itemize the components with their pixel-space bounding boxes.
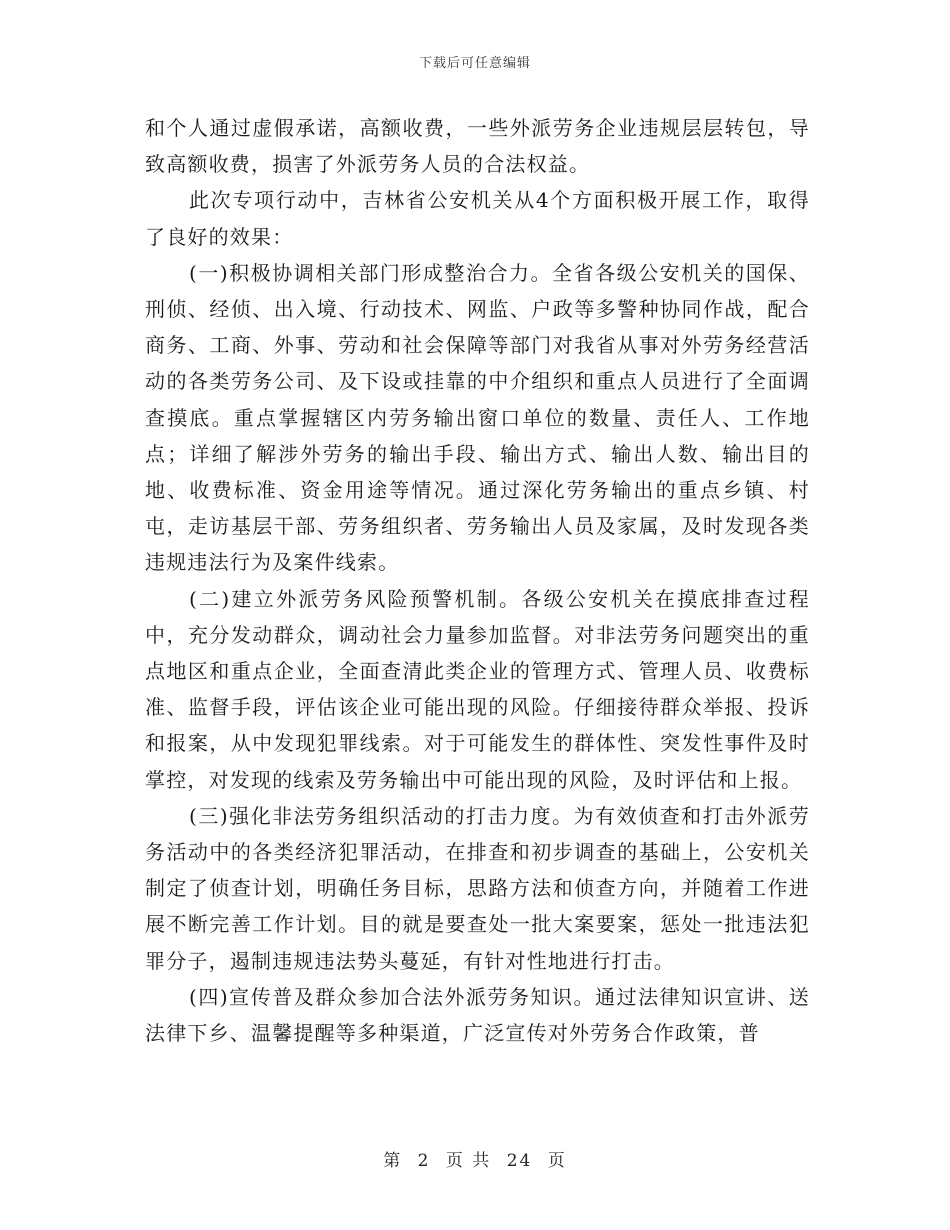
page-header-note: 下载后可任意编辑 [418,56,531,71]
paragraph-item-2: (二)建立外派劳务风险预警机制。各级公安机关在摸底排查过程中，充分发动群众，调动社会力量参加监督。对非法劳务问题突出的重点地区和重点企业，全面查清此类企业的管理方式、管理人员、收费标准、监督手段，评估该企业可能出现的风险。仔细接待群众举报、投诉和报案，从中发现犯罪线索。对于可能发生的群体性、突发性事件及时掌控，对发现的线索及劳务输出中可能出现的风险，及时评估和上报。 [145,586,810,792]
footer-total-pages: 24 [506,1151,533,1171]
footer-page-number: 2 [417,1151,431,1171]
footer-prefix: 第 [383,1151,403,1171]
paragraph-intro: 此次专项行动中，吉林省公安机关从4个方面积极开展工作，取得了良好的效果： [145,188,810,249]
paragraph-item-4: (四)宣传普及群众参加合法外派劳务知识。通过法律知识宣讲、送法律下乡、温馨提醒等多种渠道，广泛宣传对外劳务合作政策，普 [145,984,810,1046]
footer-middle: 页 共 [445,1151,492,1171]
footer-suffix: 页 [547,1151,567,1171]
document-body [145,110,810,1051]
paragraph-item-3: (三)强化非法劳务组织活动的打击力度。为有效侦查和打击外派劳务活动中的各类经济犯罪活动，在排查和初步调查的基础上，公安机关制定了侦查计划，明确任务目标，思路方法和侦查方向，并随着工作进展不断完善工作计划。目的就是要查处一批大案要案，惩处一批违法犯罪分子，遏制违规违法势头蔓延，有针对性地进行打击。 [145,803,810,973]
page-footer [0,1146,950,1171]
paragraph-continuation: 和个人通过虚假承诺，高额收费，一些外派劳务企业违规层层转包，导致高额收费，损害了外派劳务人员的合法权益。 [145,116,810,177]
paragraph-item-1: (一)积极协调相关部门形成整治合力。全省各级公安机关的国保、刑侦、经侦、出入境、行动技术、网监、户政等多警种协同作战，配合商务、工商、外事、劳动和社会保障等部门对我省从事对外劳务经营活动的各类劳务公司、及下设或挂靠的中介组织和重点人员进行了全面调查摸底。重点掌握辖区内劳务输出窗口单位的数量、责任人、工作地点；详细了解涉外劳务的输出手段、输出方式、输出人数、输出目的地、收费标准、资金用途等情况。通过深化劳务输出的重点乡镇、村屯，走访基层干部、劳务组织者、劳务输出人员及家属，及时发现各类违规违法行为及案件线索。 [145,260,810,575]
